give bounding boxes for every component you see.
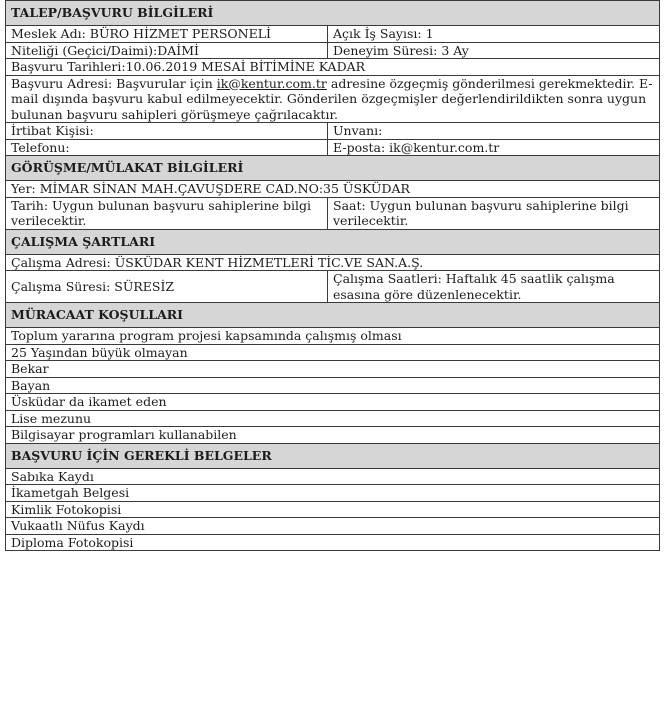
section-header-talep: TALEP/BAŞVURU BİLGİLERİ [6, 1, 660, 26]
deneyim-suresi: Deneyim Süresi: 3 Ay [328, 42, 660, 59]
muracaat-item: Bekar [6, 361, 660, 378]
job-posting-table [5, 0, 660, 551]
muracaat-item: Üsküdar da ikamet eden [6, 394, 660, 411]
muracaat-item: Bilgisayar programları kullanabilen [6, 427, 660, 444]
gorusme-yer: Yer: MİMAR SİNAN MAH.ÇAVUŞDERE CAD.NO:35 ÜSKÜDAR [6, 181, 660, 198]
basvuru-adresi-suffix: adresine özgeçmiş gönderilmesi gerekmektedir. E-mail dışında başvuru kabul edilmeyecektir. Gönderilen özgeçmişler değerlendirildikten sonra uygun bulunan başvuru sahipleri görüşmeye çağrılacaktır. [11, 75, 653, 122]
application-email-link[interactable]: ik@kentur.com.tr [216, 75, 327, 91]
belge-item: Vukaatlı Nüfus Kaydı [6, 518, 660, 535]
acik-is-sayisi: Açık İş Sayısı: 1 [328, 26, 660, 43]
e-posta: E-posta: ik@kentur.com.tr [328, 139, 660, 156]
calisma-adresi: Çalışma Adresi: ÜSKÜDAR KENT HİZMETLERİ TİC.VE SAN.A.Ş. [6, 254, 660, 271]
irtibat-kisisi: İrtibat Kişisi: [6, 123, 328, 140]
section-header-calisma: ÇALIŞMA ŞARTLARI [6, 229, 660, 254]
muracaat-item: Lise mezunu [6, 410, 660, 427]
calisma-saatleri: Çalışma Saatleri: Haftalık 45 saatlik çalışma esasına göre düzenlenecektir. [328, 271, 660, 303]
gorusme-saat: Saat: Uygun bulunan başvuru sahiplerine bilgi verilecektir. [328, 197, 660, 229]
section-header-gorusme: GÖRÜŞME/MÜLAKAT BİLGİLERİ [6, 156, 660, 181]
niteligi: Niteliği (Geçici/Daimi):DAİMİ [6, 42, 328, 59]
unvani: Unvanı: [328, 123, 660, 140]
section-header-muracaat: MÜRACAAT KOŞULLARI [6, 303, 660, 328]
calisma-suresi: Çalışma Süresi: SÜRESİZ [6, 271, 328, 303]
meslek-adi: Meslek Adı: BÜRO HİZMET PERSONELİ [6, 26, 328, 43]
muracaat-item: 25 Yaşından büyük olmayan [6, 344, 660, 361]
muracaat-item: Toplum yararına program projesi kapsamında çalışmış olması [6, 328, 660, 345]
section-header-belgeler: BAŞVURU İÇİN GEREKLİ BELGELER [6, 443, 660, 468]
basvuru-adresi [6, 75, 660, 123]
job-posting-document [5, 0, 659, 551]
belge-item: Kimlik Fotokopisi [6, 501, 660, 518]
basvuru-adresi-prefix: Başvuru Adresi: Başvurular için [11, 75, 217, 91]
gorusme-tarih: Tarih: Uygun bulunan başvuru sahiplerine bilgi verilecektir. [6, 197, 328, 229]
belge-item: Sabıka Kaydı [6, 468, 660, 485]
basvuru-tarihleri: Başvuru Tarihleri:10.06.2019 MESAİ BİTİMİNE KADAR [6, 59, 660, 76]
belge-item: İkametgah Belgesi [6, 485, 660, 502]
muracaat-item: Bayan [6, 377, 660, 394]
telefonu: Telefonu: [6, 139, 328, 156]
belge-item: Diploma Fotokopisi [6, 534, 660, 551]
